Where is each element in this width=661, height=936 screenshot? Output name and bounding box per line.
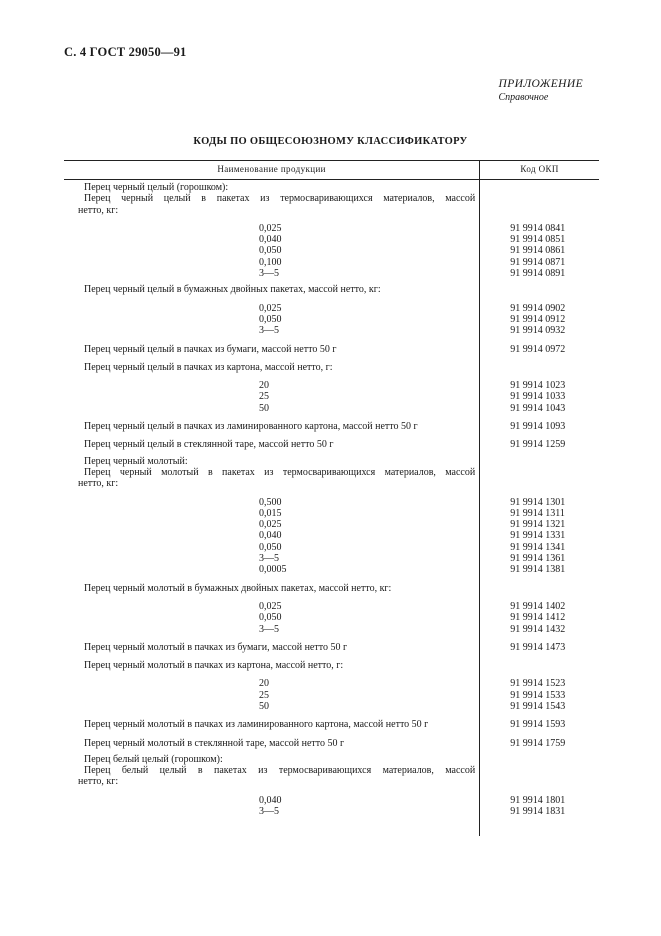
table-row: 0,025	[259, 519, 282, 531]
okp-code: 91 9914 1093	[510, 421, 566, 433]
okp-code: 91 9914 1341	[510, 541, 566, 553]
table-row: 0,050	[259, 612, 282, 624]
okp-code	[480, 660, 599, 671]
table-row: нетто, кг:	[78, 478, 119, 490]
table-row: 50	[259, 700, 269, 712]
okp-code: 91 9914 1432	[510, 623, 566, 635]
okp-code: 91 9914 1593	[510, 719, 566, 731]
column-header-code: Код ОКП	[479, 161, 599, 179]
table-row: 25	[259, 391, 269, 403]
table-row: 3—5	[259, 806, 279, 818]
okp-code	[480, 182, 599, 193]
table-row: 0,040	[259, 530, 282, 542]
okp-code	[480, 456, 599, 467]
okp-code: 91 9914 0932	[510, 325, 566, 337]
table-row: Перец черный молотый в пакетах из термосваривающихся материалов, массой	[84, 466, 476, 478]
document-title: КОДЫ ПО ОБЩЕСОЮЗНОМУ КЛАССИФИКАТОРУ	[193, 136, 468, 147]
okp-code: 91 9914 1361	[510, 553, 566, 565]
okp-code: 91 9914 0912	[510, 313, 566, 325]
okp-code: 91 9914 1311	[510, 507, 565, 519]
table-row: Перец черный целый в бумажных двойных пакетах, массой нетто, кг:	[84, 284, 381, 296]
table-row: Перец черный молотый в пачках из картона, массой нетто, г:	[84, 660, 344, 672]
okp-code: 91 9914 1412	[510, 612, 566, 624]
table-row: Перец белый целый (горошком):	[84, 753, 223, 765]
okp-code: 91 9914 0851	[510, 234, 566, 246]
table-row: 3—5	[259, 325, 279, 337]
okp-code: 91 9914 1402	[510, 600, 566, 612]
table-row: 0,025	[259, 600, 282, 612]
okp-code	[480, 362, 599, 373]
okp-code	[480, 765, 599, 776]
table-header	[64, 161, 599, 180]
table-row: 0,040	[259, 234, 282, 246]
table-row: 0,025	[259, 222, 282, 234]
table-row: Перец черный целый в пачках из бумаги, массой нетто 50 г	[84, 343, 337, 355]
table-row: нетто, кг:	[78, 776, 119, 788]
column-header-name: Наименование продукции	[217, 164, 326, 175]
okp-code: 91 9914 0891	[510, 268, 566, 280]
table-row: 0,100	[259, 256, 282, 268]
table-row: 3—5	[259, 623, 279, 635]
table-row: 25	[259, 689, 269, 701]
table-row: 50	[259, 402, 269, 414]
okp-code: 91 9914 0841	[510, 222, 566, 234]
okp-code: 91 9914 1473	[510, 641, 566, 653]
okp-code: 91 9914 0861	[510, 245, 566, 257]
table-row: нетто, кг:	[78, 204, 119, 216]
okp-code: 91 9914 1331	[510, 530, 566, 542]
okp-code: 91 9914 1533	[510, 689, 566, 701]
table-row: 0,0005	[259, 564, 287, 576]
table-row: Перец черный молотый в пачках из ламинированного картона, массой нетто 50 г	[84, 719, 429, 731]
okp-code	[480, 478, 599, 489]
okp-code: 91 9914 1259	[510, 439, 566, 451]
table-row: Перец черный молотый в пачках из бумаги, массой нетто 50 г	[84, 641, 348, 653]
table-body	[64, 180, 599, 836]
table-row: Перец черный целый в пакетах из термосваривающихся материалов, массой	[84, 193, 476, 205]
okp-code: 91 9914 0902	[510, 302, 566, 314]
okp-code: 91 9914 0972	[510, 343, 566, 355]
codes-table	[64, 160, 599, 836]
table-row: Перец черный молотый в стеклянной таре, массой нетто 50 г	[84, 737, 345, 749]
appendix-label	[499, 78, 583, 103]
okp-code-column	[479, 180, 599, 836]
table-row: 0,040	[259, 794, 282, 806]
appendix-subtitle: Справочное	[498, 92, 549, 103]
table-row: 0,015	[259, 507, 282, 519]
okp-code: 91 9914 1043	[510, 402, 566, 414]
table-row: 20	[259, 678, 269, 690]
table-row: Перец черный молотый в бумажных двойных пакетах, массой нетто, кг:	[84, 582, 392, 594]
okp-code	[480, 284, 599, 295]
okp-code: 91 9914 1023	[510, 380, 566, 392]
table-row: Перец черный целый в пачках из картона, массой нетто, г:	[84, 361, 333, 373]
table-row: 0,050	[259, 313, 282, 325]
product-name-column	[64, 180, 479, 836]
table-row: Перец белый целый в пакетах из термосваривающихся материалов, массой	[84, 765, 476, 777]
table-row: 3—5	[259, 553, 279, 565]
okp-code: 91 9914 1801	[510, 794, 566, 806]
table-row: 0,050	[259, 245, 282, 257]
okp-code	[480, 583, 599, 594]
okp-code	[480, 754, 599, 765]
table-row: 0,500	[259, 496, 282, 508]
page-header: С. 4 ГОСТ 29050—91	[64, 45, 187, 59]
okp-code: 91 9914 1321	[510, 519, 566, 531]
okp-code	[480, 467, 599, 478]
table-row: 20	[259, 380, 269, 392]
okp-code	[480, 776, 599, 787]
table-row: 0,025	[259, 302, 282, 314]
table-row: Перец черный целый в стеклянной таре, массой нетто 50 г	[84, 439, 334, 451]
table-row: Перец черный целый (горошком):	[84, 182, 229, 193]
table-row: Перец черный целый в пачках из ламинированного картона, массой нетто 50 г	[84, 421, 418, 433]
okp-code: 91 9914 1523	[510, 678, 566, 690]
appendix-title: ПРИЛОЖЕНИЕ	[498, 78, 583, 90]
okp-code: 91 9914 1033	[510, 391, 566, 403]
table-row: 3—5	[259, 268, 279, 280]
okp-code: 91 9914 1301	[510, 496, 566, 508]
okp-code	[480, 193, 599, 204]
table-row: Перец черный молотый:	[84, 455, 188, 467]
table-row: 0,050	[259, 541, 282, 553]
okp-code: 91 9914 1831	[510, 806, 566, 818]
okp-code: 91 9914 1381	[510, 564, 566, 576]
okp-code: 91 9914 1759	[510, 737, 566, 749]
okp-code	[480, 205, 599, 216]
okp-code: 91 9914 1543	[510, 700, 566, 712]
okp-code: 91 9914 0871	[510, 256, 566, 268]
